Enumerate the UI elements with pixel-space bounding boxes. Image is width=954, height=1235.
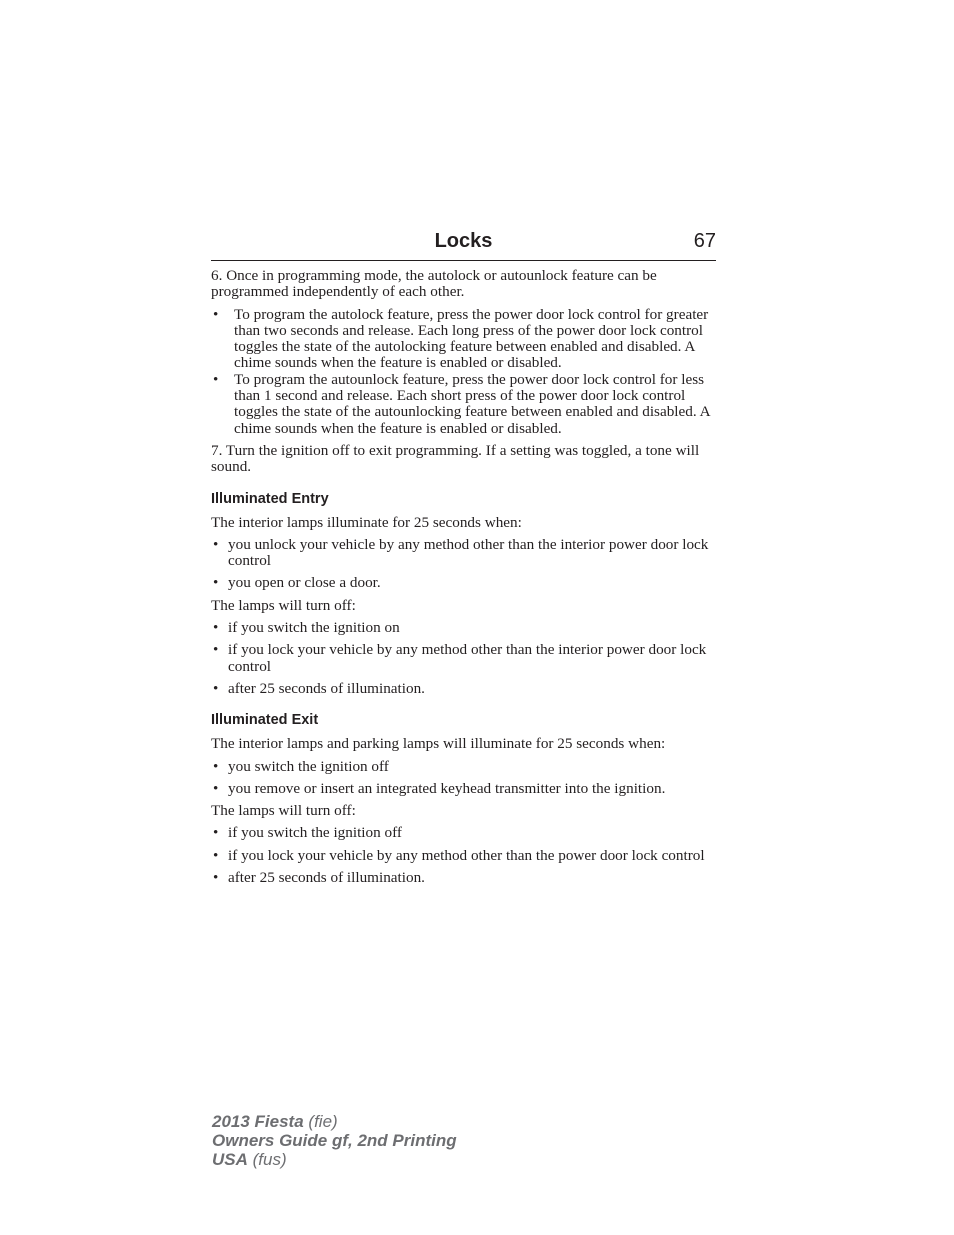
step-7-text: 7. Turn the ignition off to exit programming. If a setting was toggled, a tone will sound.: [211, 441, 700, 476]
page-footer: [212, 1112, 457, 1169]
footer-market-line: USA (fus): [212, 1150, 287, 1169]
list-item: • you remove or insert an integrated keyhead transmitter into the ignition.: [213, 779, 666, 797]
illuminated-exit-on-list: [211, 759, 717, 798]
bullet-icon: •: [213, 641, 219, 659]
page-number: 67: [693, 230, 716, 252]
list-item: • you switch the ignition off: [213, 757, 389, 775]
bullet-icon: •: [213, 824, 219, 842]
section-heading-illuminated-entry: Illuminated Entry: [211, 490, 329, 507]
illuminated-entry-on-list: [211, 537, 717, 592]
bullet-icon: •: [213, 757, 219, 775]
bullet-icon: •: [213, 619, 219, 637]
bullet-icon: •: [213, 679, 219, 697]
page-title: Locks: [434, 230, 493, 252]
list-item: • To program the autounlock feature, press the power door lock control for less than 1 second and release. Each short press of the power door lock control toggles the state of the autounlocking feature between enabled and disabled. A chime sounds when the feature is enabled or disabled.: [213, 370, 710, 437]
bullet-icon: •: [213, 535, 219, 553]
bullet-icon: •: [213, 574, 219, 592]
list-item: • you unlock your vehicle by any method other than the interior power door lock control: [213, 535, 709, 570]
list-item: • if you switch the ignition on: [213, 619, 400, 637]
bullet-icon: •: [213, 305, 219, 323]
list-item: • if you lock your vehicle by any method other than the power door lock control: [213, 846, 705, 864]
illuminated-exit-off-list: [211, 825, 717, 886]
footer-guide-line: Owners Guide gf, 2nd Printing: [212, 1131, 457, 1150]
illuminated-entry-off-list: [211, 620, 717, 697]
footer-model-line: 2013 Fiesta (fie): [212, 1112, 338, 1131]
section-heading-illuminated-exit: Illuminated Exit: [211, 712, 319, 729]
illuminated-exit-intro: The interior lamps and parking lamps will illuminate for 25 seconds when:: [211, 735, 666, 753]
list-item: • after 25 seconds of illumination.: [213, 679, 425, 697]
illuminated-entry-intro: The interior lamps illuminate for 25 seconds when:: [211, 513, 522, 531]
bullet-icon: •: [213, 869, 219, 887]
bullet-icon: •: [213, 846, 219, 864]
list-item: • if you lock your vehicle by any method other than the interior power door lock control: [213, 641, 707, 675]
list-item: • you open or close a door.: [213, 574, 381, 592]
illuminated-exit-off-intro: The lamps will turn off:: [211, 802, 356, 820]
list-item: • if you switch the ignition off: [213, 824, 402, 842]
bullet-icon: •: [213, 779, 219, 797]
illuminated-entry-off-intro: The lamps will turn off:: [211, 596, 356, 614]
step-6-bullet-list: [211, 307, 717, 437]
list-item: • after 25 seconds of illumination.: [213, 869, 425, 887]
step-6-intro: 6. Once in programming mode, the autolock or autounlock feature can be programmed independently of each other.: [211, 267, 657, 301]
bullet-icon: •: [213, 370, 219, 388]
list-item: • To program the autolock feature, press the power door lock control for greater than two seconds and release. Each long press of the power door lock control toggles the state of the autolocking feature between enabled and disabled. A chime sounds when the feature is enabled or disabled.: [213, 305, 709, 372]
page-content: [211, 268, 717, 892]
page-header: [211, 228, 716, 261]
